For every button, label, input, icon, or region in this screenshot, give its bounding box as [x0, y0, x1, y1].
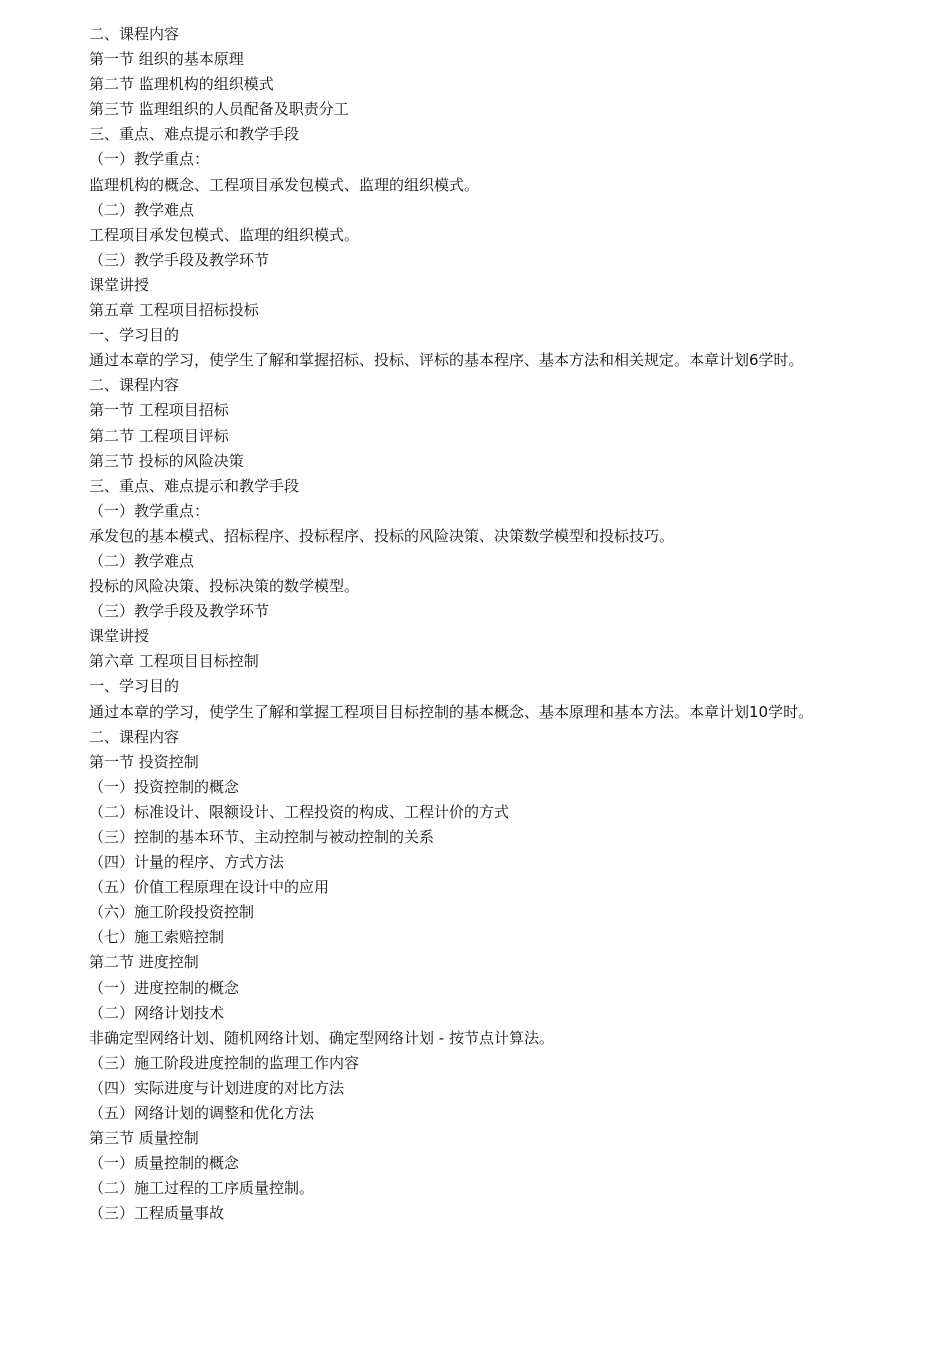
section-heading: 二、课程内容	[89, 25, 180, 43]
list-item: （三）控制的基本环节、主动控制与被动控制的关系	[89, 828, 435, 846]
list-item: 第二节 进度控制	[89, 953, 199, 972]
list-item: （三）施工阶段进度控制的监理工作内容	[89, 1053, 360, 1072]
paragraph: 通过本章的学习，使学生了解和掌握工程项目目标控制的基本概念、基本原理和基本方法。本章计划10学时。	[89, 702, 814, 721]
list-item: 第一节 工程项目招标	[89, 401, 229, 420]
sub-heading: （一）教学重点：	[89, 150, 210, 169]
list-item: （七）施工索赔控制	[89, 928, 225, 947]
paragraph: 工程项目承发包模式、监理的组织模式。	[89, 225, 360, 244]
list-item: 第三节 质量控制	[89, 1129, 199, 1148]
section-heading: 二、课程内容	[89, 376, 180, 395]
list-item: 第二节 工程项目评标	[89, 426, 229, 445]
list-item: （二）标准设计、限额设计、工程投资的构成、工程计价的方式	[89, 802, 510, 821]
chapter-title: 第五章 工程项目招标投标	[89, 301, 259, 320]
paragraph: 通过本章的学习，使学生了解和掌握招标、投标、评标的基本程序、基本方法和相关规定。本章计划6学时。	[89, 351, 804, 370]
list-item: 第一节 投资控制	[89, 752, 199, 771]
section-heading: 三、重点、难点提示和教学手段	[89, 476, 300, 495]
paragraph: 投标的风险决策、投标决策的数学模型。	[89, 577, 360, 596]
paragraph: 课堂讲授	[89, 627, 150, 646]
list-item: （一）投资控制的概念	[89, 777, 240, 796]
list-item: （三）工程质量事故	[89, 1204, 225, 1223]
list-item: 第一节 组织的基本原理	[89, 50, 244, 69]
paragraph: 课堂讲授	[89, 275, 150, 294]
list-item: （二）施工过程的工序质量控制。	[89, 1179, 315, 1198]
list-item: （四）实际进度与计划进度的对比方法	[89, 1078, 345, 1097]
sub-heading: （二）教学难点	[89, 200, 195, 219]
section-heading: 三、重点、难点提示和教学手段	[89, 125, 300, 144]
list-item: 第二节 监理机构的组织模式	[89, 75, 274, 94]
list-item: 第三节 投标的风险决策	[89, 451, 244, 470]
list-item: （四）计量的程序、方式方法	[89, 853, 285, 872]
list-item: 第三节 监理组织的人员配备及职责分工	[89, 100, 349, 119]
list-item: （五）网络计划的调整和优化方法	[89, 1104, 315, 1123]
paragraph: 非确定型网络计划、随机网络计划、确定型网络计划 - 按节点计算法。	[89, 1028, 554, 1047]
list-item: （六）施工阶段投资控制	[89, 903, 255, 922]
sub-heading: （二）教学难点	[89, 551, 195, 570]
section-heading: 一、学习目的	[89, 326, 180, 345]
list-item: （五）价值工程原理在设计中的应用	[89, 878, 330, 897]
sub-heading: （三）教学手段及教学环节	[89, 602, 270, 621]
sub-heading: （一）教学重点：	[89, 501, 210, 520]
paragraph: 承发包的基本模式、招标程序、投标程序、投标的风险决策、决策数学模型和投标技巧。	[89, 526, 675, 545]
section-heading: 二、课程内容	[89, 727, 180, 746]
paragraph: 监理机构的概念、工程项目承发包模式、监理的组织模式。	[89, 175, 480, 194]
sub-heading: （三）教学手段及教学环节	[89, 250, 270, 269]
list-item: （二）网络计划技术	[89, 1003, 225, 1022]
list-item: （一）质量控制的概念	[89, 1154, 240, 1173]
section-heading: 一、学习目的	[89, 677, 180, 696]
chapter-title: 第六章 工程项目目标控制	[89, 652, 259, 671]
document-page	[0, 22, 951, 1227]
list-item: （一）进度控制的概念	[89, 978, 240, 997]
